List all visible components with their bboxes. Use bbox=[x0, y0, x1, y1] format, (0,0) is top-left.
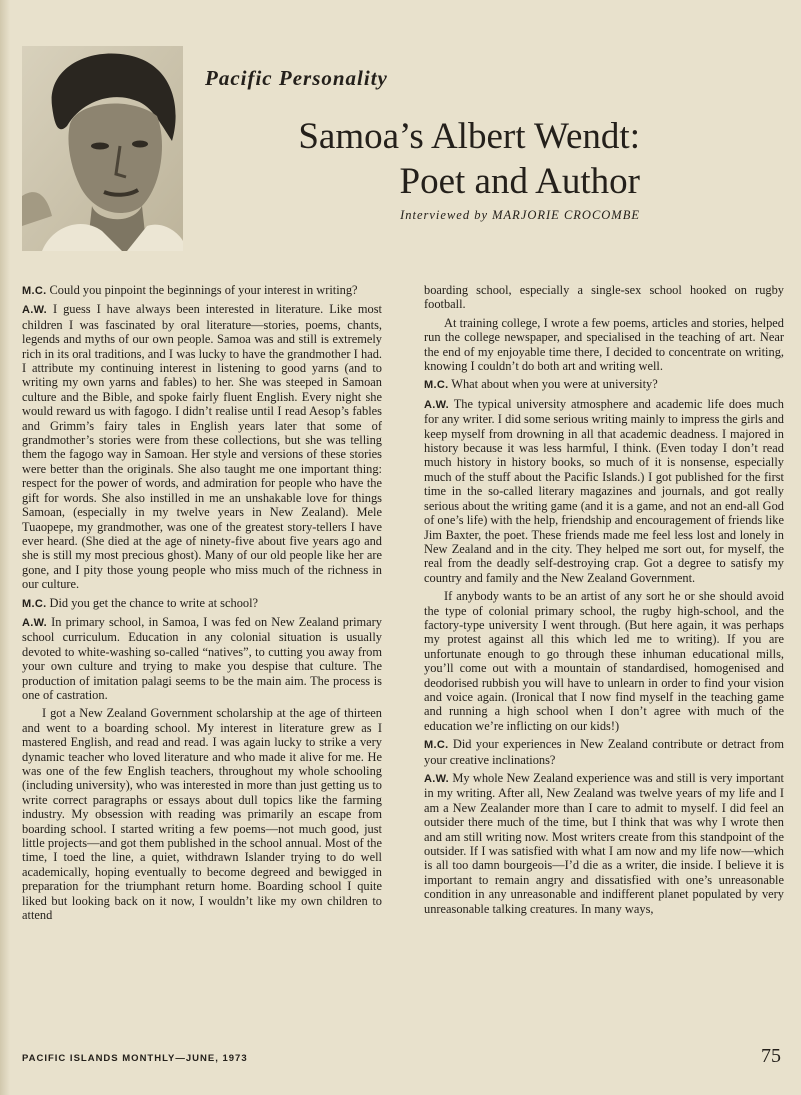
publication-footer: PACIFIC ISLANDS MONTHLY—JUNE, 1973 bbox=[22, 1053, 248, 1064]
speaker-initials: M.C. bbox=[424, 739, 449, 752]
speaker-initials: M.C. bbox=[22, 285, 47, 297]
paragraph-text: Did you get the chance to write at school? bbox=[49, 595, 259, 610]
article-title bbox=[200, 114, 640, 204]
column-right bbox=[424, 283, 784, 1043]
speaker-initials: M.C. bbox=[22, 597, 47, 610]
speaker-initials: A.W. bbox=[424, 398, 450, 411]
interview-paragraph bbox=[22, 283, 382, 298]
interview-paragraph bbox=[424, 283, 784, 312]
paragraph-text: What about when you were at university? bbox=[451, 377, 658, 392]
paragraph-text: The typical university atmosphere and academic life does much for any writer. I did some serious writing mainly to impress the girls and keep myself from drowning in all that academic deadness. I majored in history because it was less harmful, I think. (Even today I don’t read much history in history books, so much of it is nonsense, especially much of the stuff about the Pacific Islands.) I got published for the first time in the so-called literary magazines and journals, and got really serious about the writing game (and it is a game, and not an end-all God of one’s life) with the help, friendship and encouragement of friends like Jim Baxter, the poet. These friends made me feel less lost and lonely in New Zealand and in the city. They helped me sort out, for myself, the real from the deadly self-destroying crap. Got a degree to satisfy my country and family and the New Zealand Government. bbox=[424, 396, 784, 585]
article-header bbox=[200, 58, 640, 238]
title-line-2: Poet and Author bbox=[399, 161, 640, 202]
paragraph-text: In primary school, in Samoa, I was fed on New Zealand primary school curriculum. Education in any colonial situation is usually devoted to white-washing so-called “natives”, to cutting you away from your own culture and trying to make you despise that culture. The production of imitation palagi seems to be the main aim. The process is one of castration. bbox=[22, 614, 382, 702]
paragraph-text: boarding school, especially a single-sex school hooked on rugby football. bbox=[424, 283, 784, 312]
paragraph-text: At training college, I wrote a few poems, articles and stories, helped run the college newspaper, and specialised in the teaching of art. Near the end of my enjoyable time there, I decided to concentrate on writing, knowing I couldn’t do both art and writing well. bbox=[424, 315, 784, 374]
speaker-initials: A.W. bbox=[22, 616, 48, 629]
speaker-initials: M.C. bbox=[424, 379, 449, 392]
interview-paragraph bbox=[22, 706, 382, 922]
interview-paragraph bbox=[424, 771, 784, 916]
interview-paragraph bbox=[22, 302, 382, 591]
section-label: Pacific Personality bbox=[205, 66, 388, 90]
speaker-initials: A.W. bbox=[424, 773, 450, 785]
column-left bbox=[22, 283, 382, 1043]
interview-paragraph bbox=[424, 397, 784, 585]
paragraph-text: Could you pinpoint the beginnings of your interest in writing? bbox=[49, 283, 358, 297]
interview-paragraph bbox=[424, 377, 784, 392]
byline: Interviewed by MARJORIE CROCOMBE bbox=[400, 208, 640, 222]
paragraph-text: I got a New Zealand Government scholarship at the age of thirteen and went to a boarding school. My interest in literature grew as I mastered English, and read and read. I was again lucky to strike a very dynamic teacher who loved literature and who made it alive for me. He was one of the few English teachers, throughout my whole schooling (including university), who was interested in more than just getting us to write correct paragraphs or essays about dull topics like the farming industry. My obsession with reading was primarily an escape from boarding school. I started writing a few poems—not much good, just little projects—and got them published in the school annual. Most of the time, I toed the line, a quiet, withdrawn Islander trying to do well academically, hoping eventually to become degreed and bewigged in preparation for the triumphant return home. Boarding school I quite liked but looking back on it now, I wouldn’t like my own children to attend bbox=[22, 706, 382, 923]
paragraph-text: Did your experiences in New Zealand contribute or detract from your creative inclinations? bbox=[424, 737, 784, 767]
interview-paragraph bbox=[424, 737, 784, 767]
title-line-1: Samoa’s Albert Wendt: bbox=[298, 116, 640, 157]
page-edge bbox=[0, 0, 10, 1095]
interview-paragraph bbox=[22, 596, 382, 611]
paragraph-text: I guess I have always been interested in literature. Like most children I was fascinated by oral literature—stories, poems, chants, legends and myths of our own people. Samoa was and still is extremely rich in its oral traditions, and I was lucky to have the grandmother I had. I attribute my continuing interest in listening to good yarns (and to writing my own yarns and fables) to her. She was steeped in Samoan culture and the Bible, and spoke fairly fluent English. Every night she would reward us with fagogo. I didn’t realise until I read Aesop’s fables and Grimm’s fairy tales in English years later that some of grandmother’s stories were from these collections, but she was telling them the fagogo way in Samoan. Her style and versions of these stories were better than the originals. She also taught me one important thing: respect for the power of words, and admiration for people who have the gift for words. She also instilled in me an unshakable love for things Samoan, (especially in my twelve years in New Zealand). Mele Tuaopepe, my grandmother, was one of the greatest story-tellers I have ever heard. (She died at the age of ninety-five about five years ago and she is still my most precious ghost). Many of our old people like her are gone, and I pity those young people who miss much of the richness in our culture. bbox=[22, 302, 382, 592]
page-number: 75 bbox=[761, 1045, 781, 1067]
paragraph-text: If anybody wants to be an artist of any sort he or she should avoid the type of colonial primary school, the rugby high-school, and the factory-type university I went through. (But here again, it was perhaps my protest against all this which led me to writing). If you are unfortunate enough to go through these inhuman educational mills, you’ll come out with a mountain of standardised, homogenised and deodorised rubbish you will have to unlearn in order to find your vision and voice again. (Ironical that I now find myself in the teaching game and running a high school when I don’t agree with much of the education we’re inflicting on our kids!) bbox=[424, 589, 784, 733]
speaker-initials: A.W. bbox=[22, 304, 48, 317]
article-body bbox=[22, 283, 784, 1043]
interview-paragraph bbox=[424, 316, 784, 374]
paragraph-text: My whole New Zealand experience was and still is very important in my writing. After all, New Zealand was twelve years of my life and I am a New Zealander more than I care to admit to myself. I did feel an outsider there much of the time, but I think that was why I wrote then and am still writing now. Most writers create from this standpoint of the outsider. If I was satisfied with what I am now and my life now—which is all too damn bourgeois—I’d die as a writer, die inside. I believe it is important to remain angry and dissatisfied with one’s unreasonable condition in any unreasonable and indifferent planet populated by very unreasonable talking creatures. In many ways, bbox=[424, 771, 784, 916]
interview-paragraph bbox=[22, 615, 382, 702]
interview-paragraph bbox=[424, 589, 784, 733]
author-portrait-photo bbox=[22, 46, 183, 251]
